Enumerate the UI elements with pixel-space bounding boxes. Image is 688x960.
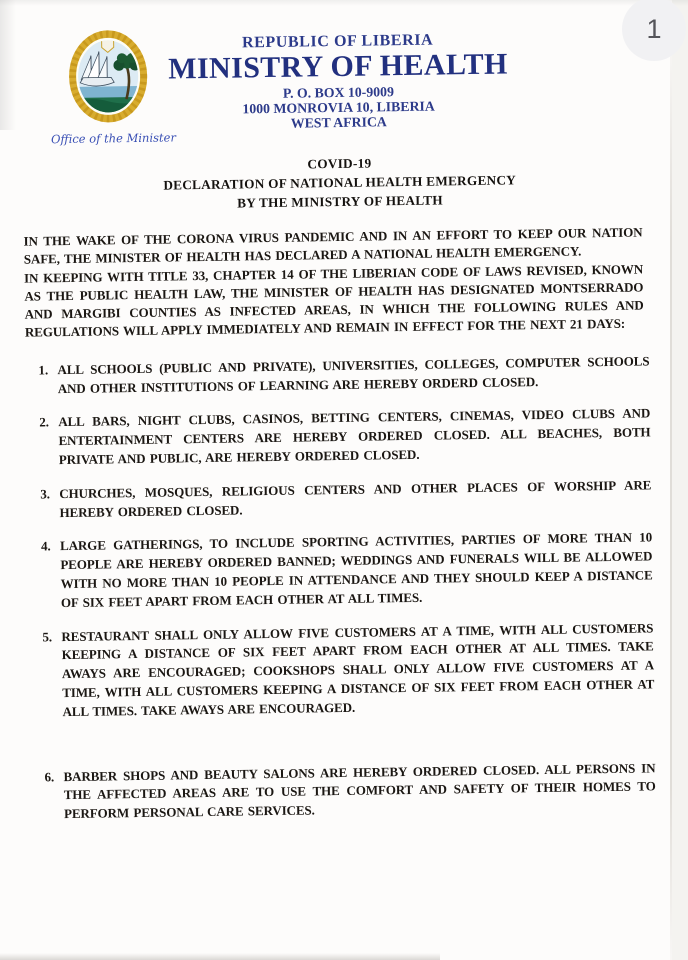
document-title bbox=[0, 149, 684, 216]
letterhead-po-box: P. O. BOX 10-9009 bbox=[282, 84, 395, 101]
title-by-ministry: BY THE MINISTRY OF HEALTH bbox=[237, 192, 443, 211]
rule-number-6: 6. bbox=[44, 768, 55, 784]
intro-paragraph-2: IN KEEPING WITH TITLE 33, CHAPTER 14 OF THE LIBERIAN CODE OF LAWS REVISED, KNOWN AS THE PUBLIC HEALTH LAW, THE MINISTER OF HEALTH HAS DESIGNATED MONTSERRADO AND MARGIBI COUNTIES AS INFECTED AREAS, IN WHICH THE FOLLOWING RULES AND REGULATIONS WILL APPLY IMMEDIATELY AND REMAIN IN EFFECT FOR THE NEXT 21 DAYS: bbox=[24, 261, 644, 341]
rule-text-6: BARBER SHOPS AND BEAUTY SALONS ARE HEREBY ORDERED CLOSED. ALL PERSONS IN THE AFFECTED AREAS ARE TO USE THE COMFORT AND SAFETY OF THEIR HOMES TO PERFORM PERSONAL CARE SERVICES. bbox=[63, 759, 656, 822]
letterhead-republic: REPUBLIC OF LIBERIA bbox=[241, 31, 434, 52]
intro-section bbox=[23, 223, 644, 342]
seal-caption: Office of the Minister bbox=[50, 130, 176, 147]
title-declaration: DECLARATION OF NATIONAL HEALTH EMERGENCY bbox=[163, 172, 517, 193]
letterhead bbox=[0, 0, 683, 147]
rule-item-3 bbox=[40, 476, 651, 523]
rule-number-1: 1. bbox=[38, 362, 49, 378]
rule-item-1 bbox=[38, 352, 649, 399]
letterhead-region: WEST AFRICA bbox=[290, 114, 387, 131]
seal-block bbox=[49, 29, 176, 147]
rule-text-5: RESTAURANT SHALL ONLY ALLOW FIVE CUSTOMERS AT A TIME, WITH ALL CUSTOMERS KEEPING A DISTANCE OF SIX FEET APART FROM EACH OTHER AT ALL TIMES. TAKE AWAYS ARE ENCOURAGED; COOKSHOPS SHALL ONLY ALLOW FIVE CUSTOMERS AT A TIME, WITH ALL CUSTOMERS KEEPING A DISTANCE OF SIX FEET FROM EACH OTHER AT ALL TIMES. TAKE AWAYS ARE ENCOURAGED. bbox=[61, 619, 655, 719]
page-number: 1 bbox=[646, 13, 662, 44]
rule-item-6 bbox=[44, 759, 656, 824]
rule-text-2: ALL BARS, NIGHT CLUBS, CASINOS, BETTING CENTERS, CINEMAS, VIDEO CLUBS AND ENTERTAINMENT CENTERS ARE HEREBY ORDERED CLOSED. ALL BEACHES, BOTH PRIVATE AND PUBLIC, ARE HEREBY ORDERED CLOSED. bbox=[58, 405, 651, 468]
rule-number-2: 2. bbox=[39, 414, 49, 430]
letterhead-address: 1000 MONROVIA 10, LIBERIA bbox=[242, 98, 435, 117]
rule-text-3: CHURCHES, MOSQUES, RELIGIOUS CENTERS AND OTHER PLACES OF WORSHIP ARE HEREBY ORDERED CLOSED. bbox=[59, 477, 652, 520]
rule-item-4 bbox=[41, 529, 653, 613]
title-covid: COVID-19 bbox=[307, 155, 372, 172]
rule-number-5: 5. bbox=[42, 628, 53, 644]
liberia-coat-of-arms-icon bbox=[65, 29, 150, 126]
rule-text-4: LARGE GATHERINGS, TO INCLUDE SPORTING ACTIVITIES, PARTIES OF MORE THAN 10 PEOPLE ARE HEREBY ORDERED BANNED; WEDDINGS AND FUNERALS WILL BE ALLOWED WITH NO MORE THAN 10 PEOPLE IN ATTENDANCE AND THEY SHOULD KEEP A DISTANCE OF SIX FEET APART FROM EACH OTHER AT ALL TIMES. bbox=[59, 529, 653, 610]
rule-text-1: ALL SCHOOLS (PUBLIC AND PRIVATE), UNIVERSITIES, COLLEGES, COMPUTER SCHOOLS AND OTHER INSTITUTIONS OF LEARNING ARE HEREBY ORDERD CLOSED. bbox=[57, 353, 650, 396]
rules-list bbox=[38, 352, 656, 824]
intro-paragraph-1: IN THE WAKE OF THE CORONA VIRUS PANDEMIC AND IN AN EFFORT TO KEEP OUR NATION SAFE, THE MINISTER OF HEALTH HAS DECLARED A NATIONAL HEALTH EMERGENCY. bbox=[23, 224, 643, 267]
page-number-badge bbox=[622, 0, 686, 61]
rule-item-2 bbox=[39, 405, 651, 470]
rule-number-3: 3. bbox=[40, 486, 50, 502]
rule-item-5 bbox=[42, 619, 654, 722]
letterhead-ministry-title: MINISTRY OF HEALTH bbox=[168, 47, 509, 86]
rule-number-4: 4. bbox=[40, 538, 51, 554]
